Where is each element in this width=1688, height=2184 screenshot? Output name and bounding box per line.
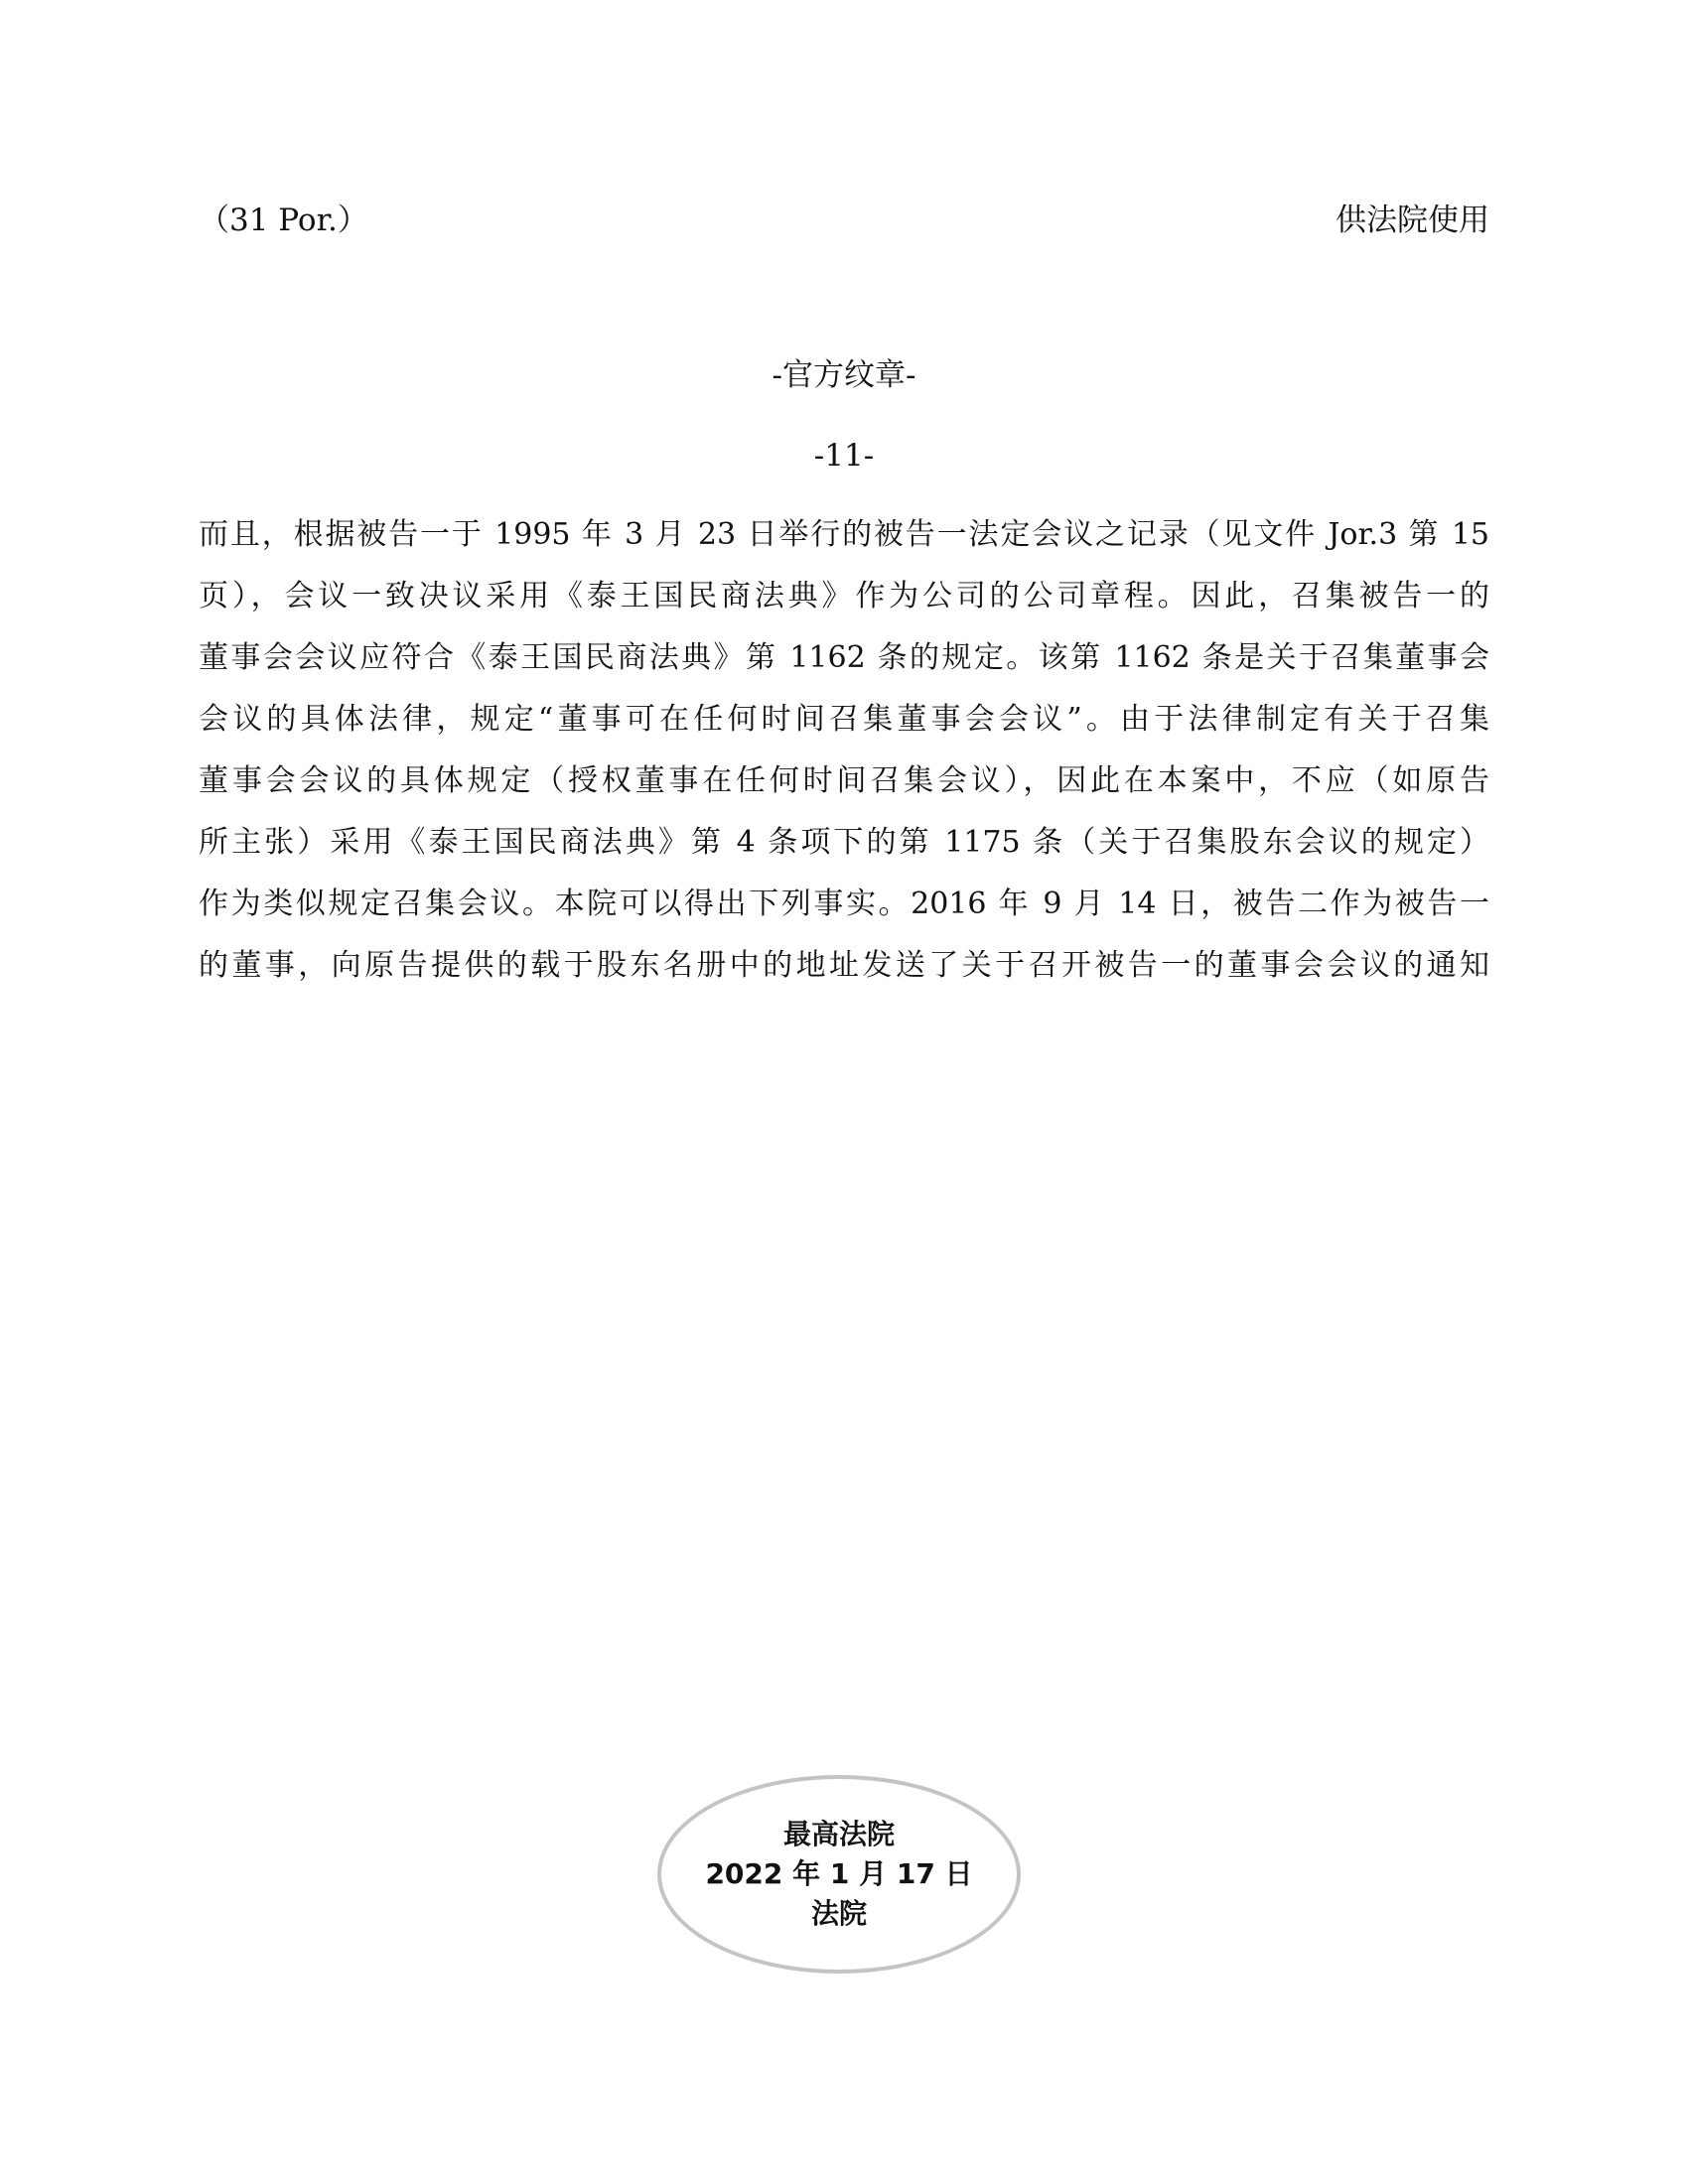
page-number: -11- [813,438,875,474]
body-line: 董事会会议的具体规定（授权董事在任何时间召集会议），因此在本案中，不应（如原告 [199,763,1489,798]
court-use-label: 供法院使用 [1336,203,1489,238]
body-line: 会议的具体法律，规定“董事可在任何时间召集董事会会议”。由于法律制定有关于召集 [199,702,1489,737]
stamp-date: 2022 年 1 月 17 日 [705,1857,973,1890]
court-stamp [657,1775,1021,1974]
body-line: 董事会会议应符合《泰王国民商法典》第 1162 条的规定。该第 1162 条是关于召集董事会 [199,640,1489,675]
body-line: 页），会议一致决议采用《泰王国民商法典》作为公司的公司章程。因此，召集被告一的 [199,579,1489,614]
stamp-label: 法院 [810,1897,867,1930]
body-line: 的董事，向原告提供的载于股东名册中的地址发送了关于召开被告一的董事会会议的通知 [199,948,1489,983]
stamp-court-name: 最高法院 [782,1818,895,1850]
body-line: 所主张）采用《泰王国民商法典》第 4 条项下的第 1175 条（关于召集股东会议的规定） [199,825,1489,860]
official-seal-label: -官方纹章- [772,357,916,393]
body-line: 作为类似规定召集会议。本院可以得出下列事实。2016 年 9 月 14 日，被告二作为被告一 [199,887,1489,921]
body-line: 而且，根据被告一于 1995 年 3 月 23 日举行的被告一法定会议之记录（见文件 Jor.3 第 15 [199,517,1489,552]
body-paragraph [199,504,1489,997]
case-reference: （31 Por.） [199,203,368,238]
